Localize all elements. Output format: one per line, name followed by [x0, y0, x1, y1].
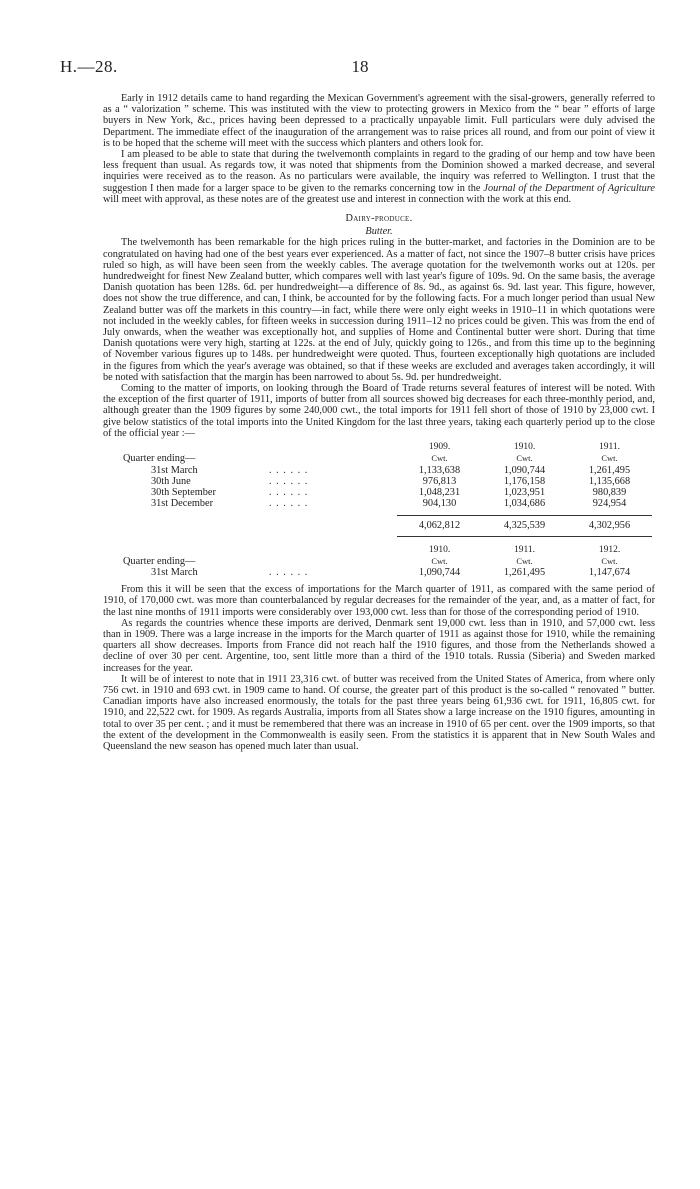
table-cell: 1,090,744: [503, 464, 546, 476]
subsection-heading: Butter.: [365, 226, 393, 238]
total-cell: 4,062,812: [397, 516, 482, 536]
document-body: [103, 93, 655, 752]
document-reference: H.—28.: [60, 57, 118, 76]
table-cell: 1,147,674: [588, 566, 631, 578]
paragraph-text: I am pleased to be able to state that during the twelvemonth complaints in regard to the grading of our hemp and tow have been less frequent than usual. As regards tow, it was noted that shipments from the Dominion showed a marked decrease, and several inquiries were received as to the reason. As no particulars were available, the inquiry was referred to Wellington. I trust that the suggestion I then made for a larger space to be given to the remarks concerning tow in the: [103, 149, 655, 194]
leader-dots: . . . . . .: [269, 498, 309, 510]
totals-row: [103, 516, 652, 536]
total-cell: 4,302,956: [567, 516, 652, 536]
table-cell: 1,023,951: [503, 486, 546, 498]
paragraph: [103, 674, 655, 752]
paragraphs-bottom: [103, 584, 655, 752]
row-label: 31st March: [151, 464, 198, 476]
table-cell: 1,048,231: [418, 486, 461, 498]
unit-label: Cwt.: [516, 555, 533, 566]
table-cell: 980,839: [592, 486, 627, 498]
year-header: 1912.: [598, 544, 621, 555]
row-group-label: Quarter ending—: [123, 555, 196, 567]
page-header: [60, 57, 660, 79]
unit-label: Cwt.: [601, 453, 618, 464]
table-row: [103, 567, 652, 578]
row-label: 30th June: [151, 475, 191, 487]
page-number: 18: [351, 57, 369, 76]
paragraph-text: will meet with approval, as these notes are of the greatest use and interest in connection with the work at this end.: [103, 193, 572, 205]
table-cell: 1,176,158: [503, 475, 546, 487]
table-cell: 1,133,638: [418, 464, 461, 476]
table-cell: 1,135,668: [588, 475, 631, 487]
total-cell: 4,325,539: [482, 516, 567, 536]
unit-label: Cwt.: [601, 555, 618, 566]
paragraphs-top: [103, 93, 655, 205]
table-cell: 924,954: [592, 498, 627, 510]
unit-label: Cwt.: [516, 453, 533, 464]
year-header: 1910.: [428, 544, 451, 555]
table-cell: 1,090,744: [418, 566, 461, 578]
paragraph: [103, 237, 655, 383]
leader-dots: . . . . . .: [269, 566, 309, 578]
table-row: [103, 487, 652, 498]
table-cell: 1,261,495: [588, 464, 631, 476]
paragraph: [103, 149, 655, 205]
paragraph-text: Early in 1912 details came to hand regarding the Mexican Government's agreement with the sisal-growers, generally referred to as a “ valorization ” scheme. This was instituted with the view to protecting growers in Mexico from the “ bear ” efforts of large buyers in New York, &c., prices having been depressed to a practically unpayable limit. Full particulars were duly advised the Department. The immediate effect of the inauguration of the arrangement was to raise prices all round, and from our point of view it is to be hoped that the scheme will meet with the success which planters and others look for.: [103, 93, 655, 149]
unit-label: Cwt.: [431, 453, 448, 464]
year-header: 1911.: [513, 544, 536, 555]
year-header: 1909.: [428, 442, 451, 453]
paragraph: [103, 584, 655, 618]
paragraph: [103, 618, 655, 674]
section-heading-text: Dairy-produce.: [345, 213, 413, 225]
row-label: 30th September: [151, 486, 216, 498]
table-cell: 976,813: [422, 475, 457, 487]
paragraph-text: From this it will be seen that the excess of importations for the March quarter of 1911, as compared with the same period of 1910, of 170,000 cwt. was more than counterbalanced by regular decreases for the remainder of the year, and, as a matter of fact, for the last nine months of 1911 imports were considerably over 193,000 cwt. less than for those of the corresponding period of 1910.: [103, 584, 655, 618]
journal-title: Journal of the Department of Agriculture: [483, 182, 655, 194]
paragraph-text: As regards the countries whence these imports are derived, Denmark sent 19,000 cwt. less than in 1910, and 57,000 cwt. less than in 1909. There was a large increase in the imports for the March quarter of 1911 as against those for 1910, while the remaining quarters all show decreases. Imports from France did not reach half the 1910 figures, and those from the Netherlands showed a decline of over 30 per cent. Argentine, too, sent little more than a third of the 1910 totals. Russia (Siberia) and Sweden marked increases for the year.: [103, 617, 655, 674]
table-cell: 1,261,495: [503, 566, 546, 578]
imports-table-1909-1911: [103, 442, 652, 536]
table-row: [103, 465, 652, 476]
table-cell: 1,034,686: [503, 498, 546, 510]
table-row: [103, 476, 652, 487]
leader-dots: . . . . . .: [269, 475, 309, 487]
table-cell: 904,130: [422, 498, 457, 510]
paragraph-text: The twelvemonth has been remarkable for the high prices ruling in the butter-market, and factories in the Dominion are to be congratulated on having had one of the best years ever experienced. As a matter of fact, not since the 1907–8 butter crisis have prices ruled so high, as will have been seen from the weekly cables. The average quotation for the twelvemonth works out at 120s. per hundredweight for finest New Zealand butter, which compares well with last year's figure of 109s. 9d. On the same basis, the average Danish quotation has been 128s. 6d. per hundredweight—a difference of 8s. 9d., as against 6s. 9d. last year. This figure, however, does not show the true difference, and can, I think, be accounted for by the following facts. For a much longer period than usual New Zealand butter was off the markets in this country—in fact, while there were only eight weeks in 1910–11 in which quotations were not included in the weekly cables, for fifteen weeks in succession during 1911–12 no prices could be given. This was from the end of July onwards, when the weather was exceptionally hot, and supplies of Home and Continental butter were short. During that time Danish quotations were very high, starting at 122s. at the end of July, quickly going to 126s., and from this time up to the beginning of November various figures up to 148s. per hundredweight were quoted. Thus, fourteen exceptionally high quotations are included in the figures from which the year's average was obtained, so that if these weeks are excluded and averages taken accordingly, it will be noted with satisfaction that the margin has been narrowed to about 5s. 9d. per hundredweight.: [103, 237, 655, 383]
row-group-label: Quarter ending—: [123, 453, 196, 465]
paragraph: [103, 93, 655, 149]
paragraph: [103, 383, 655, 439]
row-label: 31st March: [151, 566, 198, 578]
year-header: 1911.: [598, 442, 621, 453]
paragraph-text: Coming to the matter of imports, on looking through the Board of Trade returns several features of interest will be noted. With the exception of the first quarter of 1911, imports of butter from all sources showed big decreases for each three-monthly period, and, although greater than the 1909 figures by some 240,000 cwt., the total imports for 1911 fell short of those of 1910 by 23,000 cwt. I give below statistics of the total imports into the United Kingdom for the last three years, taking each quarterly period up to the close of the official year :—: [103, 383, 655, 439]
year-header: 1910.: [513, 442, 536, 453]
unit-label: Cwt.: [431, 555, 448, 566]
paragraph-text: It will be of interest to note that in 1911 23,316 cwt. of butter was received from the United States of America, from where only 756 cwt. in 1910 and 693 cwt. in 1909 came to hand. Of course, the greater part of this product is the so-called “ renovated ” butter. Canadian imports have also increased enormously, the totals for the past three years being 61,936 cwt. for 1911, 16,805 cwt. for 1910, and 22,522 cwt. for 1909. As regards Australia, imports from all States show a large increase on the 1910 figures, amounting in total to over 35 per cent. ; and it must be remembered that there was an increase in 1910 of 65 per cent. over the 1909 imports, so that the extent of the development in the Commonwealth is easily seen. From the statistics it is apparent that in New South Wales and Queensland the new season has opened much later than usual.: [103, 673, 655, 752]
paragraphs-middle: [103, 237, 655, 439]
table-row: [103, 498, 652, 509]
leader-dots: . . . . . .: [269, 464, 309, 476]
leader-dots: . . . . . .: [269, 486, 309, 498]
imports-table-1910-1912: [103, 545, 652, 579]
section-heading: [103, 213, 655, 224]
row-label: 31st December: [151, 498, 214, 510]
